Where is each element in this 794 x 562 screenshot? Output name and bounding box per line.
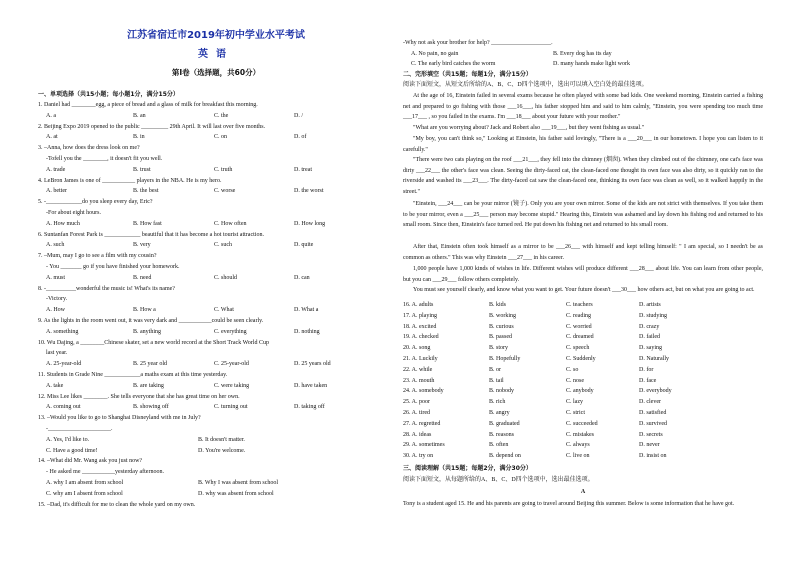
question-reply: last year. bbox=[46, 350, 68, 357]
passage-paragraph: You must see yourself clearly, and know what you want to get. Your future doesn't ___30___ how others act, but on what you are going to act. bbox=[413, 287, 755, 293]
option: D. of bbox=[294, 134, 307, 141]
option: D. can bbox=[294, 274, 310, 281]
option: C. such bbox=[214, 242, 232, 249]
cloze-option: 19. A. checked bbox=[403, 334, 439, 341]
option: A. a bbox=[46, 112, 56, 119]
cloze-option: B. story bbox=[489, 345, 509, 352]
option: D. taking off bbox=[294, 404, 325, 411]
question-reply: -For about eight hours. bbox=[46, 210, 101, 216]
cloze-option: B. reasons bbox=[489, 431, 514, 438]
option: B. need bbox=[133, 274, 152, 281]
cloze-option: D. everybody bbox=[639, 388, 672, 395]
cloze-option: B. tail bbox=[489, 377, 504, 384]
cloze-option: 26. A. tired bbox=[403, 410, 430, 416]
cloze-option: D. secrets bbox=[639, 431, 663, 438]
passage-paragraph: "My boy, you can't think so," Looking at Einstein, his father said lovingly, "There is a ___20___ in our hometown. I hope you can listen to it carefully." bbox=[403, 136, 763, 153]
cloze-option: C. anybody bbox=[566, 388, 594, 395]
question-reply: -Why not ask your brother for help? ____________________. bbox=[403, 40, 553, 46]
part-heading: 第I卷（选择题，共60分） bbox=[171, 68, 261, 77]
cloze-option: B. rich bbox=[489, 399, 506, 406]
option: A. How much bbox=[46, 220, 80, 227]
option: A. why I am absent from school bbox=[46, 480, 124, 486]
option: D. the worst bbox=[294, 188, 324, 195]
cloze-option: B. working bbox=[489, 312, 516, 319]
option: B. How a bbox=[133, 307, 156, 314]
cloze-option: B. often bbox=[489, 442, 509, 449]
option: A. something bbox=[46, 328, 79, 335]
section2-title: 二、完形填空（共15题；每题1分，满分15分） bbox=[403, 71, 532, 78]
option: A. take bbox=[46, 382, 64, 389]
option: D. treat bbox=[294, 166, 312, 173]
cloze-option: 27. A. regretted bbox=[403, 420, 441, 427]
passage-paragraph: "What are you worrying about? Jack and Robert also ___19___, but they went fishing as usual." bbox=[413, 125, 645, 131]
option: D. What a bbox=[294, 307, 319, 314]
cloze-option: B. or bbox=[489, 366, 501, 373]
option: C. why am I absent from school bbox=[46, 490, 123, 497]
passage-paragraph: "There were two cats playing on the roof ___21___, they fell into the chimney (烟囱). When they climbed out of the chimney, one cat's face was dirty ___22___ the other's face was clean. Seeing the dirty-faced cat, the clean-faced one thought its own face was also dirty, so it quickly ran to the riverside and washed its ___23___. The dirty-faced cat saw the clean-faced one, thinking its own face was clean as well, so it walked happily in the street." bbox=[403, 157, 763, 196]
cloze-option: D. Naturally bbox=[639, 356, 669, 362]
option: B. showing off bbox=[133, 404, 169, 411]
cloze-option: 23. A. mouth bbox=[403, 377, 435, 384]
cloze-option: 18. A. excited bbox=[403, 323, 437, 330]
cloze-option: B. nobody bbox=[489, 388, 515, 395]
option: C. Have a good time! bbox=[46, 447, 98, 454]
question-stem: 1. Daniel had ________egg, a piece of bread and a glass of milk for breakfast this morning. bbox=[38, 102, 258, 108]
question-stem: 7. –Mum, may I go to see a film with my cousin? bbox=[38, 253, 157, 260]
cloze-option: D. face bbox=[639, 377, 657, 384]
section2-instructions: 阅读下面短文，从短文后所给的A、B、C、D四个选项中，选出可以填入空白处的最佳选项。 bbox=[403, 82, 648, 88]
option: C. were taking bbox=[214, 382, 250, 389]
cloze-option: C. Suddenly bbox=[566, 356, 596, 362]
cloze-option: D. clever bbox=[639, 399, 661, 406]
option: C. What bbox=[214, 307, 234, 314]
cloze-option: D. artists bbox=[639, 302, 661, 308]
option: A. Yes, I'd like to. bbox=[46, 436, 90, 443]
option: A. No pain, no gain bbox=[411, 51, 459, 57]
cloze-option: D. studying bbox=[639, 312, 668, 319]
question-stem: 15. –Dad, it's difficult for me to clean the whole yard on my own. bbox=[38, 501, 196, 508]
option: A. 25-year-old bbox=[46, 361, 82, 368]
cloze-option: 22. A. while bbox=[403, 366, 433, 373]
passage-paragraph: 1,000 people have 1,000 kinds of wishes in life. Different wishes will produce different ___28___ about life. You can learn from other people, but you can ___29___ follow others completely. bbox=[403, 266, 763, 283]
question-stem: 2. Beijing Expo 2019 opened to the public _________ 29th April. It will last over five months. bbox=[38, 123, 266, 130]
cloze-option: 30. A. try on bbox=[403, 453, 434, 460]
cloze-option: B. Hopefully bbox=[489, 356, 521, 362]
option: B. the best bbox=[133, 188, 159, 195]
cloze-option: D. crazy bbox=[639, 323, 660, 330]
question-stem: 8. -__________wonderful the music is! What's its name? bbox=[38, 285, 175, 292]
section1-title: 一、单项选择（共15小题；每小题1分，满分15分） bbox=[38, 91, 179, 98]
cloze-option: C. mistakes bbox=[566, 431, 594, 438]
option: A. must bbox=[46, 274, 66, 281]
question-stem: 13. –Would you like to go to Shanghai Disneyland with me in July? bbox=[38, 415, 201, 422]
passage-label: A bbox=[580, 489, 586, 495]
option: D. why was absent from school bbox=[198, 490, 274, 497]
option: C. worse bbox=[214, 188, 236, 195]
question-stem: 11. Students in Grade Nine ____________a maths exam at this time yesterday. bbox=[38, 372, 228, 378]
option: B. an bbox=[133, 112, 146, 119]
cloze-option: C. dreamed bbox=[566, 334, 594, 341]
question-reply: - You _______ go if you have finished your homework. bbox=[46, 264, 180, 270]
option: B. anything bbox=[133, 328, 161, 335]
cloze-option: 25. A. poor bbox=[403, 399, 430, 406]
cloze-option: C. nose bbox=[566, 377, 584, 384]
cloze-option: B. curious bbox=[489, 323, 514, 330]
cloze-option: B. kids bbox=[489, 302, 507, 308]
option: C. everything bbox=[214, 328, 247, 335]
option: B. Why I was absent from school bbox=[198, 480, 279, 486]
option: C. How often bbox=[214, 220, 247, 227]
option: B. It doesn't matter. bbox=[198, 436, 245, 443]
option: B. Every dog has its day bbox=[553, 51, 612, 57]
option: C. on bbox=[214, 134, 228, 141]
option: B. How fast bbox=[133, 220, 162, 227]
cloze-option: B. passed bbox=[489, 334, 512, 341]
question-reply: -_____________________. bbox=[46, 426, 113, 432]
cloze-option: D. survived bbox=[639, 420, 667, 427]
section3-instructions: 阅读下面短文，从每题所给的A、B、C、D四个选项中，选出最佳选项。 bbox=[403, 477, 594, 483]
cloze-option: 16. A. adults bbox=[403, 302, 434, 308]
option: D. How long bbox=[294, 220, 326, 227]
cloze-option: D. never bbox=[639, 442, 660, 449]
question-reply: -Victory. bbox=[46, 296, 68, 303]
question-reply: - He asked me ___________yesterday afternoon. bbox=[46, 469, 164, 476]
option: D. / bbox=[294, 112, 303, 119]
question-stem: 3. –Anna, how does the dress look on me? bbox=[38, 145, 140, 152]
cloze-option: D. for bbox=[639, 366, 654, 373]
option: D. quite bbox=[294, 242, 314, 249]
question-reply: -Tofell you the ________, it doesn't fit you well. bbox=[46, 156, 163, 162]
passage-paragraph: After that, Einstein often took himself as a mirror to be ___26___ with himself and kept telling himself: " I am special, so I needn't be as common as others." This was why Einstein ___27___ in his career. bbox=[403, 244, 763, 261]
question-stem: 9. As the lights in the room went out, it was very dark and ___________could be seen clearly. bbox=[38, 318, 264, 324]
option: C. 25-year-old bbox=[214, 361, 249, 368]
option: D. have taken bbox=[294, 382, 328, 389]
option: D. many hands make light work bbox=[553, 61, 630, 67]
option: D. You're welcome. bbox=[198, 447, 246, 454]
option: D. nothing bbox=[294, 328, 320, 335]
cloze-option: C. always bbox=[566, 442, 590, 449]
question-stem: 14. –What did Mr. Wang ask you just now? bbox=[38, 458, 143, 465]
option: A. better bbox=[46, 188, 67, 195]
question-stem: 12. Miss Lee likes ________. She tells everyone that she has great time on her own. bbox=[38, 393, 240, 400]
passage-paragraph: "Einstein, ___24___ can be your mirror (镜子). Only you are your own mirror. Some of the kids are not strict with themselves. If you take them to be your mirror, even a ___25___ person may become stupid." Hearing this, Einstein was ashamed and lay down his fishing rod and returned to his small room. Since then, Einstein's face turned red. He put down his fishing net and returned to his small room. bbox=[403, 201, 763, 229]
option: A. coming out bbox=[46, 404, 81, 411]
option: C. the bbox=[214, 112, 229, 119]
option: A. How bbox=[46, 307, 65, 314]
question-stem: 10. Wu Dajing, a ________Chinese skater, set a new world record at the Short Track World Cup bbox=[38, 339, 269, 346]
option: D. 25 years old bbox=[294, 361, 331, 368]
cloze-option: 20. A. song bbox=[403, 345, 431, 352]
cloze-option: C. live on bbox=[566, 453, 590, 460]
option: C. turning out bbox=[214, 404, 248, 411]
cloze-option: D. insist on bbox=[639, 453, 667, 460]
subject-title: 英语 bbox=[198, 49, 234, 60]
cloze-option: D. failed bbox=[639, 334, 660, 341]
option: C. truth bbox=[214, 166, 233, 173]
option: A. trade bbox=[46, 166, 66, 173]
cloze-option: 24. A. somebody bbox=[403, 388, 444, 395]
cloze-option: D. saying bbox=[639, 345, 662, 352]
question-stem: 5. -____________do you sleep every day, Eric? bbox=[38, 199, 153, 206]
cloze-option: 29. A. sometimes bbox=[403, 442, 445, 449]
cloze-option: D. satisfied bbox=[639, 410, 667, 416]
cloze-option: C. speech bbox=[566, 345, 590, 352]
cloze-option: 28. A. ideas bbox=[403, 431, 432, 438]
question-stem: 4. LeBron James is one of ___________ players in the NBA. He is my hero. bbox=[38, 177, 222, 184]
passage-paragraph: At the age of 16, Einstein failed in several exams because he often played with some bad kids. One weekend morning, Einstein carried a fishing net and prepared to go fishing with those ___16___, his father stopped him and said to him calmly, "Einstein, you were spending too much time ___17___ , so you failed in the exams. I'm ___18___ about your future with your mother." bbox=[403, 93, 763, 121]
option: B. trust bbox=[133, 166, 151, 173]
cloze-option: C. succeeded bbox=[566, 420, 598, 427]
cloze-option: 21. A. Luckily bbox=[403, 356, 438, 362]
cloze-option: B. depend on bbox=[489, 453, 521, 460]
option: B. very bbox=[133, 242, 151, 249]
option: C. The early bird catches the worm bbox=[411, 61, 496, 67]
section3-title: 三、阅读理解（共15题；每题2分，满分30分） bbox=[403, 465, 532, 472]
cloze-option: C. strict bbox=[566, 410, 585, 416]
cloze-option: C. reading bbox=[566, 312, 591, 319]
cloze-option: C. worried bbox=[566, 323, 592, 330]
option: A. such bbox=[46, 242, 65, 249]
cloze-option: B. angry bbox=[489, 410, 510, 416]
cloze-option: C. lazy bbox=[566, 399, 583, 406]
cloze-option: C. so bbox=[566, 366, 579, 373]
option: A. at bbox=[46, 134, 58, 141]
cloze-option: 17. A. playing bbox=[403, 312, 437, 319]
reading-passage: Tony is a student aged 15. He and his parents are going to travel around Beijing this summer. Below is some information that he have got. bbox=[403, 501, 735, 507]
option: C. should bbox=[214, 274, 238, 281]
option: B. 25 year old bbox=[133, 361, 167, 368]
question-stem: 6. Suntanfan Forest Park is ____________ beautiful that it has become a hot tourist attraction. bbox=[38, 231, 264, 238]
cloze-option: C. teachers bbox=[566, 302, 593, 308]
option: B. in bbox=[133, 134, 145, 141]
cloze-option: B. graduated bbox=[489, 420, 520, 427]
exam-title: 江苏省宿迁市2019年初中学业水平考试 bbox=[127, 30, 305, 41]
option: B. are taking bbox=[133, 382, 164, 389]
